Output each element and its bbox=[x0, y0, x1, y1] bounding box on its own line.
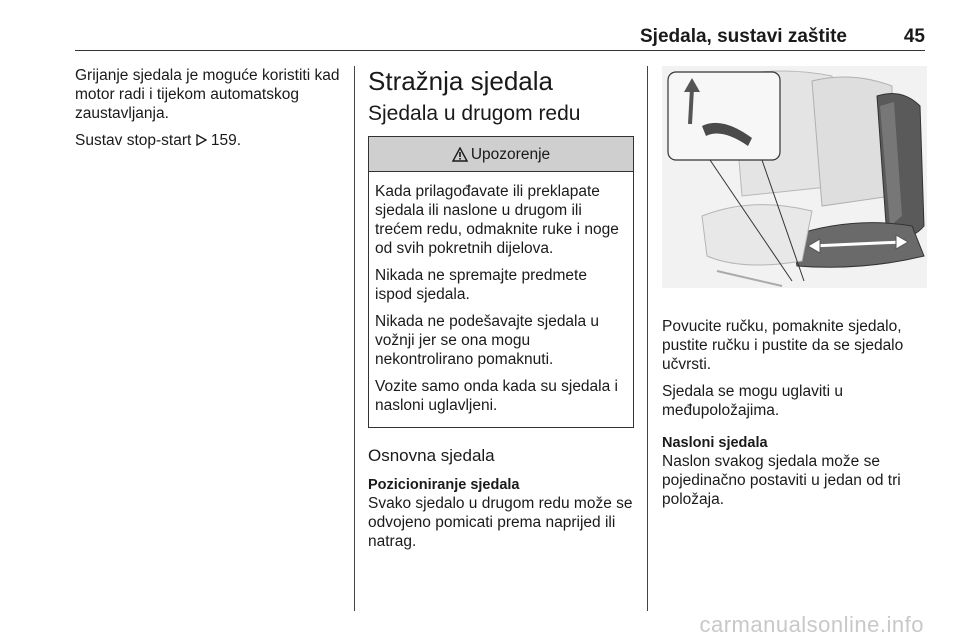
adjust-instruction-text: Povucite ručku, pomaknite sjedalo, pustite ručku i pustite da se sjedalo učvrsti. bbox=[662, 318, 904, 373]
warning-box bbox=[368, 136, 634, 428]
page-header bbox=[75, 26, 925, 51]
column-divider-left bbox=[354, 66, 355, 611]
backrest-text: Naslon svakog sjedala može se pojedinačno postaviti u jedan od tri položaja. bbox=[662, 453, 901, 508]
seat-positioning-text: Svako sjedalo u drugom redu može se odvojeno pomicati prema naprijed ili natrag. bbox=[368, 495, 633, 550]
warning-header bbox=[369, 137, 633, 172]
stop-start-text: Sustav stop-start bbox=[75, 132, 192, 149]
arrow-right-icon bbox=[196, 134, 207, 146]
backrest-heading: Nasloni sjedala bbox=[662, 435, 768, 451]
warning-paragraph: Kada prilagođavate ili preklapate sjedala ili naslone u drugom ili trećem redu, odmaknite ruke i noge od svih pokretnih dijelova. bbox=[375, 183, 619, 257]
intermediate-position-text: Sjedala se mogu uglaviti u međupoložajima. bbox=[662, 383, 843, 419]
basic-seats-heading: Osnovna sjedala bbox=[368, 446, 495, 465]
heated-seat-paragraph: Grijanje sjedala je moguće koristiti kad motor radi i tijekom automatskog zaustavljanja. bbox=[75, 67, 340, 122]
column-left bbox=[75, 66, 345, 158]
warning-paragraph: Vozite samo onda kada su sjedala i nasloni uglavljeni. bbox=[375, 378, 618, 414]
section-title: Stražnja sjedala bbox=[368, 66, 553, 96]
stop-start-page-ref[interactable]: 159. bbox=[210, 132, 242, 149]
warning-body bbox=[369, 172, 633, 427]
seat-positioning-heading: Pozicioniranje sjedala bbox=[368, 477, 520, 493]
stop-start-paragraph bbox=[75, 131, 345, 150]
header-title: Sjedala, sustavi zaštite bbox=[640, 26, 847, 47]
subsection-title: Sjedala u drugom redu bbox=[368, 102, 581, 125]
column-right bbox=[662, 66, 927, 517]
warning-paragraph: Nikada ne spremajte predmete ispod sjedala. bbox=[375, 267, 587, 303]
warning-title: Upozorenje bbox=[470, 145, 551, 163]
seat-adjustment-illustration bbox=[662, 66, 927, 288]
page-number: 45 bbox=[903, 26, 925, 47]
column-middle bbox=[368, 66, 634, 559]
watermark: carmanualsonline.info bbox=[699, 612, 924, 637]
warning-paragraph: Nikada ne podešavajte sjedala u vožnji jer se ona mogu nekontrolirano pomaknuti. bbox=[375, 313, 600, 368]
column-divider-right bbox=[647, 66, 648, 611]
warning-triangle-icon bbox=[452, 147, 468, 162]
